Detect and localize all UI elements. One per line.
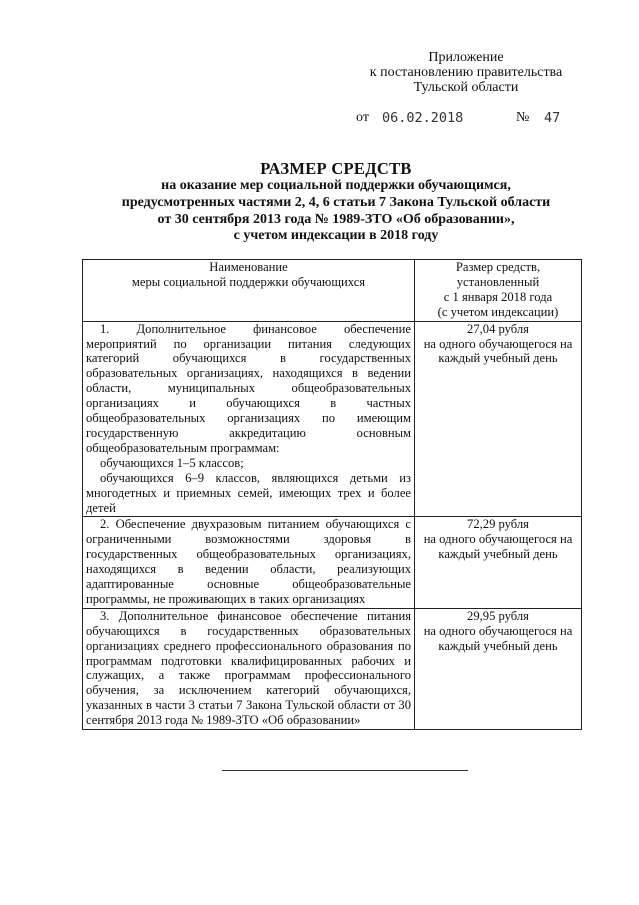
closing-rule [222, 770, 468, 771]
table-row [83, 321, 582, 517]
support-measures-table [82, 259, 582, 730]
amount-value: 72,29 рубля [467, 517, 529, 532]
resolution-number: 47 [544, 110, 561, 126]
amount-cell [415, 517, 582, 608]
header-line: с 1 января 2018 года [443, 289, 553, 304]
measure-cell [83, 608, 415, 729]
measure-text: 3. Дополнительное финансовое обеспечение питания обучающихся в государственных образовательных организациях среднего профессионального образования по программам подготовки квалифицированных рабочих и служащих, а также программам профессионального обучения, за исключением категорий обучающихся, указанных в части 3 статьи 7 Закона Тульской области от 30 сентября 2013 года № 1989-ЗТО «Об образовании» [86, 608, 411, 728]
measure-cell [83, 517, 415, 608]
measure-subitem: обучающихся 6–9 классов, являющихся детьми из многодетных и приемных семей, имеющих трех и более детей [86, 470, 411, 515]
table-row [83, 517, 582, 608]
resolution-date: 06.02.2018 [382, 110, 464, 126]
header-line: Размер средств, [455, 260, 541, 274]
measure-text: 1. Дополнительное финансовое обеспечение мероприятий по организации питания следующих категорий обучающихся в государственных образовательных организациях, находящихся в ведении области, муниципальных общеобразовательных организациях и обучающихся в частных общеобразовательных организациях по имеющим государственную аккредитацию основным общеобразовательным программам: [86, 321, 411, 455]
amount-value: 27,04 рубля [467, 321, 529, 336]
header-line: меры социальной поддержки обучающихся [131, 274, 366, 289]
amount-cell [415, 321, 582, 517]
title-subline: с учетом индексации в 2018 году [233, 228, 439, 244]
measure-cell [83, 321, 415, 517]
amount-value: 29,95 рубля [467, 608, 529, 623]
amount-cell [415, 608, 582, 729]
amount-basis: на одного обучающегося на каждый учебный день [423, 623, 573, 653]
header-line: (с учетом индексации) [437, 304, 559, 319]
measure-subitem: обучающихся 1–5 классов; [100, 455, 244, 470]
appendix-line: Приложение [428, 50, 504, 65]
header-amount [415, 260, 582, 322]
header-line: Наименование [209, 260, 288, 274]
table-header-row [83, 260, 582, 322]
amount-basis: на одного обучающегося на каждый учебный день [423, 336, 573, 366]
date-label: от [356, 110, 369, 125]
appendix-line: к постановлению правительства [369, 65, 563, 80]
amount-basis: на одного обучающегося на каждый учебный день [423, 532, 573, 562]
title-subline: предусмотренных частями 2, 4, 6 статьи 7 Закона Тульской области [121, 194, 551, 210]
header-measure [83, 260, 415, 322]
document-title [60, 160, 612, 245]
title-main: РАЗМЕР СРЕДСТВ [260, 159, 412, 178]
title-subline: от 30 сентября 2013 года № 1989-ЗТО «Об образовании», [157, 211, 515, 227]
header-line: установленный [456, 274, 540, 289]
title-subline: на оказание мер социальной поддержки обучающимся, [161, 178, 511, 193]
number-label: № [516, 110, 530, 125]
table-row [83, 608, 582, 729]
measure-text: 2. Обеспечение двухразовым питанием обучающихся с ограниченными возможностями здоровья в государственных общеобразовательных организациях, находящихся в ведении области, реализующих адаптированные основные общеобразовательные программы, не проживающих в таких организациях [86, 517, 411, 606]
appendix-header [330, 50, 602, 95]
appendix-line: Тульской области [413, 80, 519, 95]
